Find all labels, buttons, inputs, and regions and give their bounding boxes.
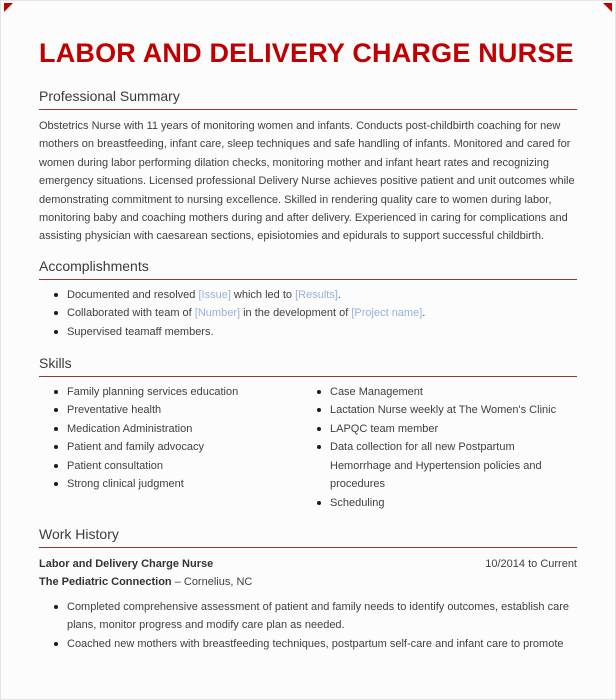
skill-item: Medication Administration (67, 420, 308, 438)
accomplishment-text: Documented and resolved (67, 288, 199, 301)
skill-item: Patient consultation (67, 457, 308, 475)
accomplishment-item (67, 323, 577, 341)
skills-column-right (308, 383, 577, 512)
accomplishment-text: . (337, 288, 341, 301)
resume-page (1, 31, 615, 653)
accomplishment-text: which led to (230, 288, 296, 301)
skills-list-left (39, 383, 308, 493)
skill-item: Strong clinical judgment (67, 475, 308, 493)
placeholder-token[interactable]: [Project name] (351, 307, 423, 320)
work-history-heading: Work History (39, 526, 577, 548)
placeholder-token[interactable]: [Number] (194, 307, 241, 320)
job-company-line (39, 573, 577, 591)
job-dates: 10/2014 to Current (485, 557, 577, 570)
accomplishments-heading: Accomplishments (39, 258, 577, 280)
accomplishment-item (67, 304, 577, 322)
skill-item: LAPQC team member (330, 420, 577, 438)
accomplishment-text: in the development of (240, 307, 352, 320)
job-duty-item: Coached new mothers with breastfeeding techniques, postpartum self-care and infant care to promote (67, 635, 577, 653)
corner-mark-top-right-icon (603, 3, 612, 12)
placeholder-token[interactable]: [Results] (295, 288, 338, 301)
job-bullets (39, 598, 577, 653)
accomplishment-text: Supervised teamaff members. (67, 325, 214, 338)
section-accomplishments (39, 258, 577, 341)
professional-summary-text: Obstetrics Nurse with 11 years of monitoring women and infants. Conducts post-childbirth coaching for new mothers on breastfeeding, infant care, sleep techniques and safe handling of infants. Monitored and cared for women during labor performing dilation checks, monitoring mother and infant heart rates and recognizing emergency situations. Licensed professional Delivery Nurse achieves positive patient and unit outcomes while demonstrating commitment to nursing excellence. Skilled in rendering quality care to women during labor, monitoring baby and coaching mothers during and after delivery. Experienced in caring for complications and assisting physician with caesarean sections, episiotomies and epidurals to support successful childbirth. (39, 120, 575, 243)
accomplishments-list (39, 286, 577, 341)
skill-item: Data collection for all new Postpartum Hemorrhage and Hypertension policies and procedures (330, 438, 577, 493)
job-duty-item: Completed comprehensive assessment of patient and family needs to identify outcomes, establish care plans, monitor progress and modify care plan as needed. (67, 598, 577, 635)
skill-item: Patient and family advocacy (67, 438, 308, 456)
job-company: The Pediatric Connection (39, 576, 172, 589)
skill-item: Family planning services education (67, 383, 308, 401)
placeholder-token[interactable]: [Issue] (198, 288, 231, 301)
section-work-history (39, 526, 577, 653)
resume-title: LABOR AND DELIVERY CHARGE NURSE (39, 38, 574, 68)
skill-item: Scheduling (330, 494, 577, 512)
accomplishment-item (67, 286, 577, 304)
accomplishment-text: Collaborated with team of (67, 307, 195, 320)
section-skills (39, 355, 577, 512)
accomplishment-text: . (422, 307, 426, 320)
corner-mark-top-left-icon (4, 3, 13, 12)
skill-item: Case Management (330, 383, 577, 401)
skill-item: Lactation Nurse weekly at The Women's Clinic (330, 401, 577, 419)
section-professional-summary (39, 88, 577, 246)
skills-heading: Skills (39, 355, 577, 377)
skills-column-left (39, 383, 308, 512)
skills-columns (39, 383, 577, 512)
skill-item: Preventative health (67, 401, 308, 419)
job-header-row (39, 555, 577, 573)
professional-summary-heading: Professional Summary (39, 88, 577, 110)
job-title: Labor and Delivery Charge Nurse (39, 557, 214, 570)
skills-list-right (308, 383, 577, 512)
job-location: – Cornelius, NC (171, 576, 253, 589)
